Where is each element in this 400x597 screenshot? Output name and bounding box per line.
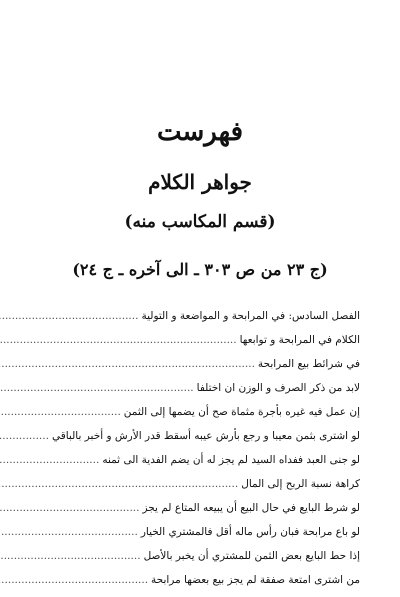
toc-entry-text: في شرائط بيع المرابحة bbox=[257, 358, 360, 370]
toc-entry[interactable] bbox=[40, 333, 360, 357]
toc-leader bbox=[0, 382, 197, 394]
toc-entry-text: كراهة نسبة الربح إلى المال bbox=[241, 478, 360, 490]
toc-leader bbox=[0, 502, 142, 514]
toc-entry-text: الفصل السادس: في المرابحة و المواضعة و التولية bbox=[141, 310, 360, 322]
toc-entry-text: إذا حط البايع بعض الثمن للمشتري أن يخبر بالأصل bbox=[143, 550, 360, 562]
toc-entry-text: لو باع مرابحة فبان رأس ماله أقل فالمشتري الخيار bbox=[140, 526, 360, 538]
toc-entry[interactable] bbox=[40, 573, 360, 597]
book-title: جواهر الكلام bbox=[148, 170, 252, 194]
toc-entry[interactable] bbox=[40, 429, 360, 453]
toc-entry[interactable] bbox=[40, 381, 360, 405]
section-title: (قسم المكاسب منه) bbox=[124, 212, 276, 232]
toc-entry-text: إن عمل فيه غيره بأجرة مثماة صح أن يضمها إلى الثمن bbox=[123, 406, 360, 418]
toc-entry-text: لو اشترى بثمن معيبا و رجع بأرش عيبه أسقط قدر الأرش و أخبر بالباقي bbox=[51, 430, 360, 442]
toc-leader bbox=[0, 310, 141, 322]
toc-leader bbox=[0, 550, 144, 562]
table-of-contents bbox=[40, 309, 360, 597]
toc-leader bbox=[0, 454, 102, 466]
toc-entry[interactable] bbox=[40, 501, 360, 525]
toc-entry-text: الكلام في المرابحة و توابعها bbox=[239, 334, 360, 346]
toc-entry[interactable] bbox=[40, 405, 360, 429]
toc-entry[interactable] bbox=[40, 357, 360, 381]
toc-entry[interactable] bbox=[40, 549, 360, 573]
toc-entry[interactable] bbox=[40, 453, 360, 477]
toc-leader bbox=[0, 574, 151, 586]
toc-entry[interactable] bbox=[40, 309, 360, 333]
toc-leader bbox=[0, 358, 258, 370]
toc-leader bbox=[0, 406, 124, 418]
toc-leader bbox=[0, 526, 141, 538]
toc-entry-text: من اشترى امتعة صفقة لم يجز بيع بعضها مرابحة bbox=[151, 574, 360, 586]
toc-entry-text: لابد من ذكر الصرف و الوزن ان اختلفا bbox=[196, 382, 360, 394]
page-title: فهرست bbox=[156, 117, 244, 147]
toc-entry[interactable] bbox=[40, 477, 360, 501]
toc-leader bbox=[0, 334, 240, 346]
toc-entry-text: لو شرط البايع في حال البيع أن يبيعه المتاع لم يجز bbox=[142, 502, 360, 514]
volume-range: (ج ٢٣ من ص ٣٠٣ ـ الى آخره ـ ج ٢٤) bbox=[72, 260, 328, 279]
toc-leader bbox=[0, 430, 52, 442]
toc-entry[interactable] bbox=[40, 525, 360, 549]
toc-leader bbox=[0, 478, 241, 490]
toc-entry-text: لو جنى العبد ففداه السيد لم يجز له أن يضم الفدية الى ثمنه bbox=[102, 454, 360, 466]
